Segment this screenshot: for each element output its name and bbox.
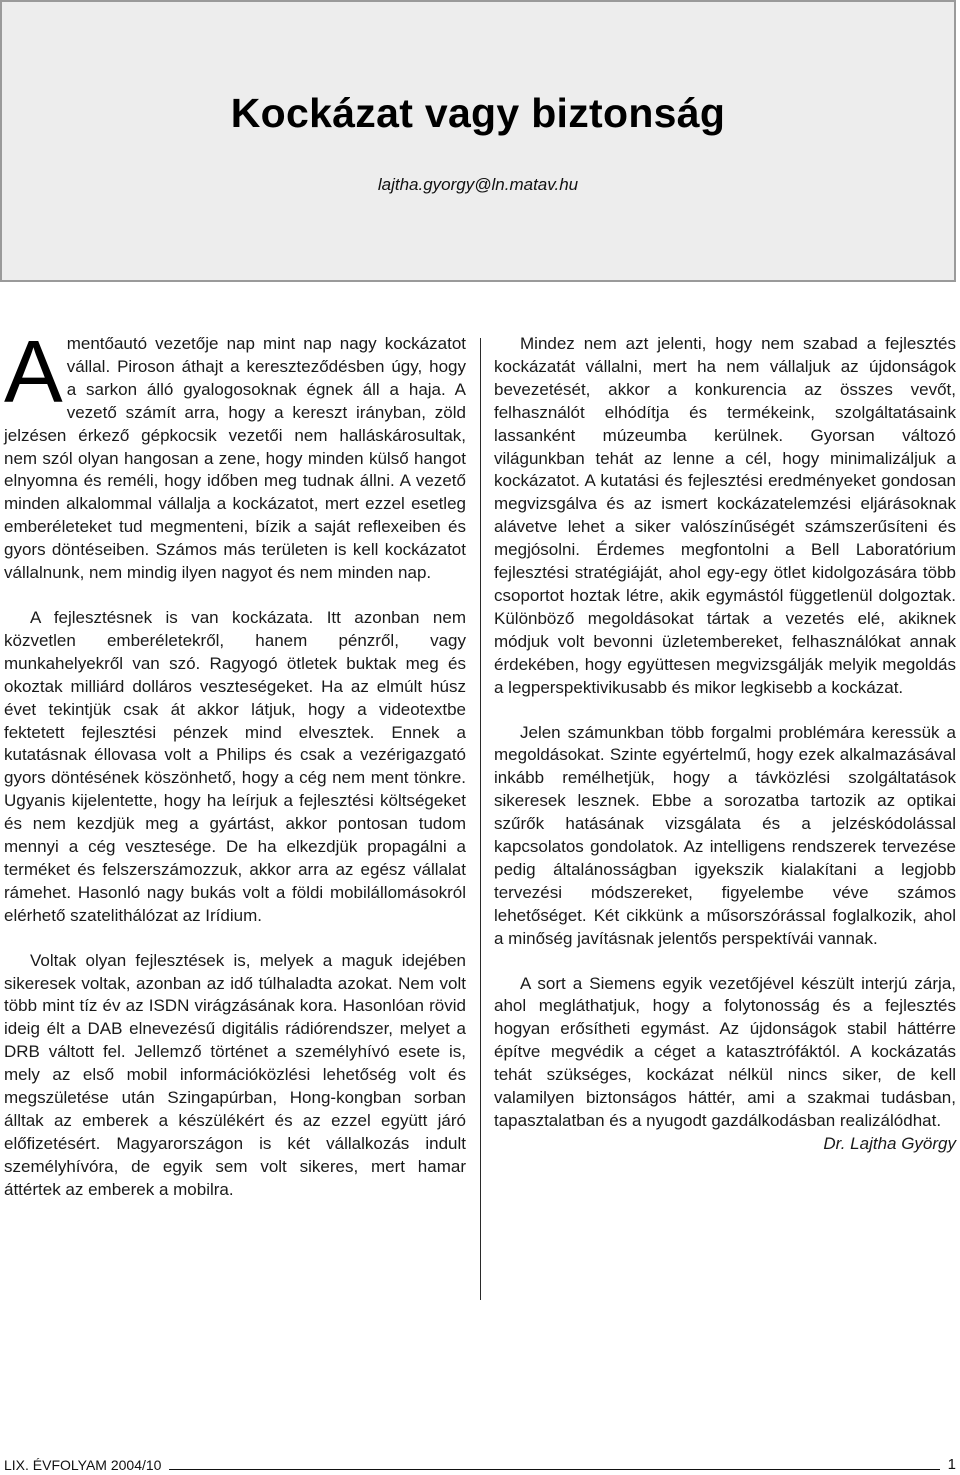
paragraph: Jelen számunkban több forgalmi problémára keressük a megoldásokat. Szinte egyértelmű, hogy ezek alkalmazásával inkább remélhetjük, hogy a távközlési szolgáltatások sikeresek lesznek. Ebbe a sorozatba tartozik az optikai szűrők hatásának vizsgálata és a jelzéskódolással kapcsolatos gondolatok. Az intelligens rendszerek tervezése pedig általánosságban igyekszik kialakítani a legjobb tervezési módszereket, figyelembe véve számos lehetőséget. Két cikkünk a műsorszórással foglalkozik, ahol a minőség javításnak jelentős perspektívái vannak. (494, 722, 956, 948)
column-divider (480, 338, 481, 1300)
footer-rule (169, 1469, 939, 1470)
volume-label: LIX. ÉVFOLYAM 2004/10 (4, 1457, 162, 1473)
paragraph-text: mentőautó vezetője nap mint nap nagy kockázatot vállal. Piroson áthajt a kereszteződésben úgy, hogy a sarkon álló gyalogosoknak égnek áll a haja. A vezető számít arra, hogy a kereszt irányban, zöld jelzésen érkező gépkocsik vezetői nem halláskárosultak, nem szól olyan hangosan a zene, hogy minden külső hangot elnyomna és reméli, hogy időben meg tudnak állni. A vezető minden alkalommal vállalja a kockázatot, mert ezzel esetleg emberéleteket tud megmenteni, bízik a saját reflexeiben és gyors döntéseiben. Számos más területen is kell kockázatot vállalnunk, nem mindig ilyen nagyot és nem minden nap. (4, 334, 466, 583)
drop-cap: A (4, 322, 63, 421)
paragraph (4, 322, 466, 585)
page-footer (4, 1455, 956, 1473)
right-column (494, 333, 956, 1156)
paragraph: A sort a Siemens egyik vezetőjével készült interjú zárja, ahol megláthatjuk, hogy a folytonosság és a fejlesztés hogyan erősítheti egymást. Az újdonságok stabil háttérre építve megvédik a céget a katasztrófáktól. A kockázatás tehát szükséges, kockázat nélkül nincs siker, de kell valamilyen biztonságos háttér, ami a szakmai tudásban, tapasztalatban és a nyugodt gazdálkodásban realizálódhat. (494, 973, 956, 1130)
page-title: Kockázat vagy biztonság (230, 90, 726, 136)
paragraph: Mindez nem azt jelenti, hogy nem szabad a fejlesztés kockázatát vállalni, mert ha nem vállaljuk az újdonságok bevezetését, akkor a konkurencia az összes vevőt, felhasználót elhódítja és termékeink, szolgáltatásaink lassanként múzeumba kerülnek. Gyorsan változó világunkban tehát az lenne a cél, hogy minimalizáljuk a kockázatot. A kutatási és fejlesztési eredményeket gondosan megvizsgálva és az ismert kockázatelemzési eljárásoknak alávetve lehet a siker valószínűségét számszerűsíteni és megjósolni. Érdemes megfontolni a Bell Laboratórium fejlesztési stratégiáját, ahol egy-egy ötlet kidolgozására több csoportot hoztak létre, akik egymástól függetlenül dolgoztak. Különböző megoldásokat tártak a vezetés elé, akiknek módjuk volt bevonni üzletembereket, felhasználókat annak érdekében, hogy együttesen megvizsgálják melyik megoldás a legperspektivikusabb és mikor legkisebb a kockázat. (494, 334, 956, 697)
paragraph: A fejlesztésnek is van kockázata. Itt azonban nem közvetlen emberéletekről, hanem pénzről, vagy munkahelyekről van szó. Ragyogó ötletek buktak meg és okoztak milliárd dolláros veszteségeket. Ha az elmúlt húsz évet tekintjük csak át akkor látjuk, hogy a videotextbe fektetett fejlesztési pénzek mind elvesztek. Ennek a kutatásnak éllovasa volt a Philips és csak a vezérigazgató gyors döntésének köszönhető, hogy a cég nem ment tönkre. Ugyanis kijelentette, hogy ha leírjuk a fejlesztési költségeket és nem kezdjük meg a gyártást, akkor pontosan tudom mennyi a cég vesztesége. De ha elkezdjük propagálni a terméket és felszerszámozzuk, akkor arra az egész vállalat rámehet. Hasonló nagy bukás volt a földi mobilállomásokról elérhető szatelithálózat az Irídium. (4, 607, 466, 925)
signature: Dr. Lajtha György (823, 1133, 956, 1153)
left-column (4, 322, 466, 1202)
author-email: lajtha.gyorgy@ln.matav.hu (377, 175, 579, 194)
title-box (0, 0, 956, 282)
paragraph: Voltak olyan fejlesztések is, melyek a maguk idejében sikeresek voltak, azonban az idő túlhaladta azokat. Nem volt több mint tíz év az ISDN virágzásának kora. Hasonlóan rövid ideig élt a DAB elnevezésű digitális rádiórendszer, melyet a DRB váltott fel. Jellemző történet a személyhívó esete is, mely az első mobil információközlési lehetőség volt és megszületése után Szingapúrban, Hong-kongban sorban álltak az emberek a készülékért és az ezzel együtt járó előfizetésért. Magyarországon is két vállalkozás indult személyhívóra, de egyik sem volt sikeres, mert hamar áttértek az emberek a mobilra. (4, 950, 466, 1199)
page-number: 1 (947, 1456, 956, 1473)
